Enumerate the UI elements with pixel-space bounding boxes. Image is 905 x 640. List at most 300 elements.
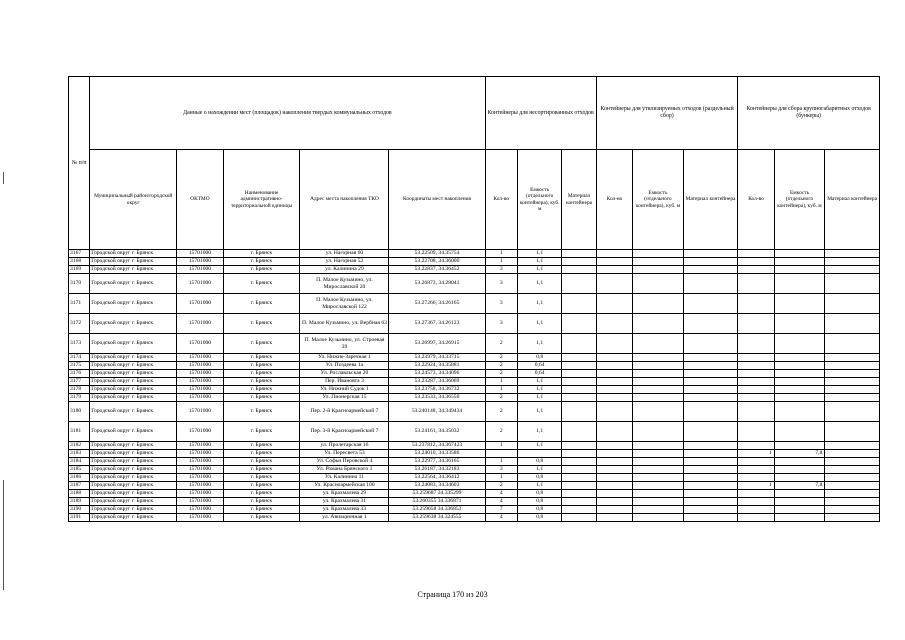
sep-volume-cell <box>633 482 684 490</box>
address-cell: Пер. 3-й Красноармейский 7 <box>300 422 389 442</box>
count-cell: 4 <box>485 498 517 506</box>
bulk-count-cell <box>738 294 774 314</box>
coords-cell: 53.259687 34.335299 <box>389 490 485 498</box>
sep-material-cell <box>683 490 738 498</box>
address-cell: Пер. Ивановта 3 <box>300 378 389 386</box>
bulk-volume-cell <box>774 514 825 522</box>
sep-material-cell <box>683 514 738 522</box>
material-cell <box>562 498 596 506</box>
sep-material-cell <box>683 442 738 450</box>
material-cell <box>562 474 596 482</box>
table-row <box>69 386 880 394</box>
col-bulk-volume-header: Емкость (отдельного контейнера), куб. м <box>774 150 825 250</box>
count-cell: 1 <box>485 442 517 450</box>
count-cell: 2 <box>485 354 517 362</box>
address-cell: П. Малое Кузьмино, ул. Вербная 63 <box>300 314 389 334</box>
sep-material-cell <box>683 498 738 506</box>
sep-material-cell <box>683 422 738 442</box>
sep-volume-cell <box>633 266 684 274</box>
sep-material-cell <box>683 314 738 334</box>
sep-count-cell <box>596 442 632 450</box>
oktmo-cell: 15701000 <box>177 514 224 522</box>
bulk-count-cell <box>738 506 774 514</box>
sep-volume-cell <box>633 394 684 402</box>
address-cell: П. Малое Кузьмино, ул. Строевая 39 <box>300 334 389 354</box>
bulk-volume-cell <box>774 362 825 370</box>
address-cell: Ул. Нижне-Заречная 1 <box>300 354 389 362</box>
bulk-volume-cell <box>774 370 825 378</box>
settlement-cell: г. Брянск <box>223 490 300 498</box>
row-number-cell: 3191 <box>69 514 90 522</box>
sep-volume-cell <box>633 274 684 294</box>
oktmo-cell: 15701000 <box>177 490 224 498</box>
material-cell <box>562 258 596 266</box>
bulk-count-cell <box>738 498 774 506</box>
sep-volume-cell <box>633 466 684 474</box>
oktmo-cell: 15701000 <box>177 482 224 490</box>
bulk-material-cell <box>825 458 880 466</box>
bulk-count-cell <box>738 378 774 386</box>
sep-count-cell <box>596 258 632 266</box>
bulk-volume-cell <box>774 334 825 354</box>
sep-volume-cell <box>633 514 684 522</box>
count-cell: 3 <box>485 314 517 334</box>
bulk-material-cell <box>825 362 880 370</box>
bulk-volume-cell: 7,8 <box>774 450 825 458</box>
oktmo-cell: 15701000 <box>177 466 224 474</box>
material-cell <box>562 314 596 334</box>
sep-count-cell <box>596 514 632 522</box>
municipality-cell: Городской округ г. Брянск <box>90 362 177 370</box>
bulk-material-cell <box>825 354 880 362</box>
volume-cell: 0,64 <box>517 370 561 378</box>
row-number-cell: 3188 <box>69 490 90 498</box>
bulk-volume-cell <box>774 474 825 482</box>
count-cell: 3 <box>485 294 517 314</box>
sep-volume-cell <box>633 474 684 482</box>
volume-cell: 1,1 <box>517 378 561 386</box>
bulk-count-cell <box>738 370 774 378</box>
sep-volume-cell <box>633 294 684 314</box>
bulk-volume-cell <box>774 378 825 386</box>
settlement-cell: г. Брянск <box>223 314 300 334</box>
address-cell: ул. Нагорная 60 <box>300 250 389 258</box>
volume-cell: 0,8 <box>517 474 561 482</box>
containers-registry-table <box>68 76 880 522</box>
registry-rows <box>69 250 880 522</box>
coords-cell: 53.26873, 34.28041 <box>389 274 485 294</box>
count-cell: 2 <box>485 402 517 422</box>
sep-volume-cell <box>633 370 684 378</box>
material-cell <box>562 482 596 490</box>
settlement-cell: г. Брянск <box>223 386 300 394</box>
material-cell <box>562 458 596 466</box>
bulk-count-cell <box>738 394 774 402</box>
count-cell: 1 <box>485 378 517 386</box>
sep-volume-cell <box>633 314 684 334</box>
count-cell: 2 <box>485 394 517 402</box>
bulk-material-cell <box>825 450 880 458</box>
coords-cell: 53.24161, 34.35032 <box>389 422 485 442</box>
coords-cell: 53.22977, 34.36165 <box>389 458 485 466</box>
coords-cell: 53.24573, 34.34096 <box>389 370 485 378</box>
oktmo-cell: 15701000 <box>177 294 224 314</box>
bulk-volume-cell <box>774 466 825 474</box>
municipality-cell: Городской округ г. Брянск <box>90 442 177 450</box>
address-cell: Ул. Романа Брянского 1 <box>300 466 389 474</box>
bulk-volume-cell <box>774 354 825 362</box>
row-number-cell: 3180 <box>69 402 90 422</box>
oktmo-cell: 15701000 <box>177 314 224 334</box>
coords-cell: 53.22509, 34.35754 <box>389 250 485 258</box>
material-cell <box>562 450 596 458</box>
material-cell <box>562 274 596 294</box>
material-cell <box>562 514 596 522</box>
sep-count-cell <box>596 274 632 294</box>
sep-material-cell <box>683 474 738 482</box>
settlement-cell: г. Брянск <box>223 334 300 354</box>
row-number-cell: 3173 <box>69 334 90 354</box>
sep-volume-cell <box>633 362 684 370</box>
row-number-cell: 3171 <box>69 294 90 314</box>
municipality-cell: Городской округ г. Брянск <box>90 482 177 490</box>
coords-cell: 53.237812, 34.367423 <box>389 442 485 450</box>
address-cell: ул. Нагорная 52 <box>300 258 389 266</box>
group-unsorted-header: Контейнеры для несортированных отходов <box>485 77 596 150</box>
count-cell: 3 <box>485 466 517 474</box>
oktmo-cell: 15701000 <box>177 442 224 450</box>
material-cell <box>562 466 596 474</box>
bulk-count-cell <box>738 250 774 258</box>
bulk-volume-cell <box>774 274 825 294</box>
volume-cell: 1,1 <box>517 482 561 490</box>
bulk-count-cell <box>738 474 774 482</box>
count-cell: 1 <box>485 386 517 394</box>
count-cell: 1 <box>485 250 517 258</box>
sep-material-cell <box>683 334 738 354</box>
sep-volume-cell <box>633 378 684 386</box>
bulk-volume-cell <box>774 386 825 394</box>
row-number-cell: 3169 <box>69 266 90 274</box>
bulk-count-cell <box>738 274 774 294</box>
coords-cell: 53.26997, 34.26915 <box>389 334 485 354</box>
col-sep-volume-header: Емкость (отдельного контейнера), куб. м <box>633 150 684 250</box>
oktmo-cell: 15701000 <box>177 258 224 266</box>
bulk-count-cell: 1 <box>738 450 774 458</box>
volume-cell: 1,1 <box>517 394 561 402</box>
sep-volume-cell <box>633 422 684 442</box>
municipality-cell: Городской округ г. Брянск <box>90 458 177 466</box>
material-cell <box>562 442 596 450</box>
address-cell: Ул. Пионерская 15 <box>300 394 389 402</box>
bulk-material-cell <box>825 386 880 394</box>
count-cell: 1 <box>485 474 517 482</box>
bulk-volume-cell <box>774 266 825 274</box>
oktmo-cell: 15701000 <box>177 386 224 394</box>
sep-material-cell <box>683 466 738 474</box>
table-row <box>69 266 880 274</box>
sep-count-cell <box>596 422 632 442</box>
sep-volume-cell <box>633 250 684 258</box>
sep-count-cell <box>596 394 632 402</box>
count-cell: 3 <box>485 274 517 294</box>
table-row <box>69 442 880 450</box>
coords-cell: 53.23979, 34.33715 <box>389 354 485 362</box>
table-row <box>69 422 880 442</box>
bulk-material-cell <box>825 490 880 498</box>
table-row <box>69 258 880 266</box>
bulk-material-cell <box>825 378 880 386</box>
volume-cell: 0,64 <box>517 362 561 370</box>
col-oktmo-header: ОКТМО <box>177 150 224 250</box>
oktmo-cell: 15701000 <box>177 506 224 514</box>
row-number-cell: 3190 <box>69 506 90 514</box>
material-cell <box>562 362 596 370</box>
material-cell <box>562 490 596 498</box>
settlement-cell: г. Брянск <box>223 450 300 458</box>
address-cell: Ул. Нижний Судок 1 <box>300 386 389 394</box>
municipality-cell: Городской округ г. Брянск <box>90 514 177 522</box>
sep-volume-cell <box>633 458 684 466</box>
bulk-material-cell <box>825 266 880 274</box>
table-row <box>69 294 880 314</box>
sep-count-cell <box>596 466 632 474</box>
settlement-cell: г. Брянск <box>223 274 300 294</box>
material-cell <box>562 294 596 314</box>
sep-volume-cell <box>633 490 684 498</box>
municipality-cell: Городской округ г. Брянск <box>90 506 177 514</box>
sep-material-cell <box>683 506 738 514</box>
settlement-cell: г. Брянск <box>223 370 300 378</box>
bulk-material-cell <box>825 466 880 474</box>
municipality-cell: Городской округ г. Брянск <box>90 450 177 458</box>
material-cell <box>562 370 596 378</box>
coords-cell: 53.27266, 34.26165 <box>389 294 485 314</box>
volume-cell: 0,8 <box>517 490 561 498</box>
scan-edge-mark <box>3 172 4 184</box>
count-cell: 4 <box>485 514 517 522</box>
bulk-count-cell <box>738 458 774 466</box>
bulk-count-cell: 1 <box>738 482 774 490</box>
bulk-count-cell <box>738 258 774 266</box>
settlement-cell: г. Брянск <box>223 506 300 514</box>
municipality-cell: Городской округ г. Брянск <box>90 370 177 378</box>
address-cell: П. Малое Кузьмино, ул. Мирославской 122 <box>300 294 389 314</box>
material-cell <box>562 354 596 362</box>
col-material-header: Материал контейнера <box>562 150 596 250</box>
group-location-header: Данные о нахождении мест (площадок) накопления твердых коммунальных отходов <box>90 77 485 150</box>
row-number-cell: 3181 <box>69 422 90 442</box>
volume-cell: 1,1 <box>517 442 561 450</box>
oktmo-cell: 15701000 <box>177 362 224 370</box>
material-cell <box>562 334 596 354</box>
bulk-count-cell <box>738 362 774 370</box>
count-cell: 4 <box>485 490 517 498</box>
sep-count-cell <box>596 250 632 258</box>
bulk-material-cell <box>825 258 880 266</box>
municipality-cell: Городской округ г. Брянск <box>90 490 177 498</box>
bulk-count-cell <box>738 422 774 442</box>
table-row <box>69 458 880 466</box>
row-number-cell: 3185 <box>69 466 90 474</box>
count-cell: 7 <box>485 506 517 514</box>
bulk-count-cell <box>738 314 774 334</box>
coords-cell: 53.23287, 34.36069 <box>389 378 485 386</box>
coords-cell: 53.23758, 34.36732 <box>389 386 485 394</box>
address-cell: П. Малое Кузьмино, ул. Мирославской 20 <box>300 274 389 294</box>
sep-material-cell <box>683 394 738 402</box>
material-cell <box>562 402 596 422</box>
material-cell <box>562 506 596 514</box>
row-number-cell: 3170 <box>69 274 90 294</box>
municipality-cell: Городской округ г. Брянск <box>90 422 177 442</box>
bulk-volume-cell <box>774 402 825 422</box>
coords-cell: 53.24083, 34.34603 <box>389 482 485 490</box>
bulk-volume-cell <box>774 490 825 498</box>
settlement-cell: г. Брянск <box>223 294 300 314</box>
coords-cell: 53.26187, 34.32183 <box>389 466 485 474</box>
sep-count-cell <box>596 386 632 394</box>
sep-count-cell <box>596 266 632 274</box>
coords-cell: 53.24010, 34.33586 <box>389 450 485 458</box>
settlement-cell: г. Брянск <box>223 258 300 266</box>
count-cell <box>485 450 517 458</box>
coords-cell: 53.259058 34.336853 <box>389 506 485 514</box>
volume-cell: 0,8 <box>517 498 561 506</box>
col-sep-material-header: Материал контейнера <box>683 150 738 250</box>
municipality-cell: Городской округ г. Брянск <box>90 294 177 314</box>
bulk-volume-cell <box>774 422 825 442</box>
col-bulk-material-header: Материал контейнера <box>825 150 880 250</box>
row-number-cell: 3178 <box>69 386 90 394</box>
table-row <box>69 506 880 514</box>
bulk-count-cell <box>738 354 774 362</box>
municipality-cell: Городской округ г. Брянск <box>90 378 177 386</box>
row-number-cell: 3182 <box>69 442 90 450</box>
settlement-cell: г. Брянск <box>223 474 300 482</box>
sep-count-cell <box>596 354 632 362</box>
table-row <box>69 482 880 490</box>
col-municipality-header: Муниципальный район/городской округ <box>90 150 177 250</box>
sep-volume-cell <box>633 498 684 506</box>
address-cell: Ул. Пересвета 53 <box>300 450 389 458</box>
count-cell: 2 <box>485 334 517 354</box>
volume-cell: 1,1 <box>517 334 561 354</box>
sep-material-cell <box>683 258 738 266</box>
settlement-cell: г. Брянск <box>223 458 300 466</box>
coords-cell: 53.260355 34.336871 <box>389 498 485 506</box>
col-sep-count-header: Кол-во <box>596 150 632 250</box>
address-cell: ул. Пролетарская 16 <box>300 442 389 450</box>
count-cell: 1 <box>485 458 517 466</box>
sep-volume-cell <box>633 334 684 354</box>
table-row <box>69 354 880 362</box>
table-row <box>69 514 880 522</box>
oktmo-cell: 15701000 <box>177 370 224 378</box>
material-cell <box>562 378 596 386</box>
volume-cell: 1,1 <box>517 314 561 334</box>
settlement-cell: г. Брянск <box>223 514 300 522</box>
bulk-material-cell <box>825 506 880 514</box>
table-row <box>69 370 880 378</box>
material-cell <box>562 422 596 442</box>
volume-cell: 1,1 <box>517 274 561 294</box>
settlement-cell: г. Брянск <box>223 442 300 450</box>
material-cell <box>562 386 596 394</box>
row-number-cell: 3175 <box>69 362 90 370</box>
bulk-volume-cell <box>774 258 825 266</box>
settlement-cell: г. Брянск <box>223 378 300 386</box>
volume-cell <box>517 450 561 458</box>
bulk-material-cell <box>825 274 880 294</box>
table-row <box>69 490 880 498</box>
volume-cell: 1,1 <box>517 386 561 394</box>
settlement-cell: г. Брянск <box>223 394 300 402</box>
bulk-material-cell <box>825 482 880 490</box>
sep-count-cell <box>596 490 632 498</box>
group-bulky-header: Контейнеры для сбора крупногабаритных отходов (бункеры) <box>738 77 880 150</box>
sep-material-cell <box>683 354 738 362</box>
settlement-cell: г. Брянск <box>223 266 300 274</box>
municipality-cell: Городской округ г. Брянск <box>90 394 177 402</box>
bulk-material-cell <box>825 394 880 402</box>
sep-count-cell <box>596 334 632 354</box>
bulk-volume-cell <box>774 314 825 334</box>
coords-cell: 53.27367, 34.26123 <box>389 314 485 334</box>
col-volume-header: Емкость (отдельного контейнера), куб. м <box>517 150 561 250</box>
bulk-count-cell <box>738 514 774 522</box>
volume-cell: 0,8 <box>517 458 561 466</box>
address-cell: ул. Калинина 29 <box>300 266 389 274</box>
bulk-material-cell <box>825 442 880 450</box>
bulk-volume-cell <box>774 458 825 466</box>
table-row <box>69 362 880 370</box>
bulk-count-cell <box>738 490 774 498</box>
sep-count-cell <box>596 370 632 378</box>
settlement-cell: г. Брянск <box>223 498 300 506</box>
sep-material-cell <box>683 450 738 458</box>
bulk-count-cell <box>738 402 774 422</box>
volume-cell: 1,1 <box>517 294 561 314</box>
table-row <box>69 466 880 474</box>
sep-count-cell <box>596 458 632 466</box>
bulk-material-cell <box>825 370 880 378</box>
table-row <box>69 474 880 482</box>
bulk-material-cell <box>825 422 880 442</box>
oktmo-cell: 15701000 <box>177 394 224 402</box>
municipality-cell: Городской округ г. Брянск <box>90 274 177 294</box>
coords-cell: 53.22564, 34.36412 <box>389 474 485 482</box>
row-number-cell: 3177 <box>69 378 90 386</box>
settlement-cell: г. Брянск <box>223 422 300 442</box>
bulk-material-cell <box>825 314 880 334</box>
oktmo-cell: 15701000 <box>177 250 224 258</box>
row-number-cell: 3179 <box>69 394 90 402</box>
address-cell: ул. Крахмалева 29 <box>300 490 389 498</box>
bulk-material-cell <box>825 514 880 522</box>
sep-material-cell <box>683 250 738 258</box>
sep-count-cell <box>596 362 632 370</box>
volume-cell: 1,1 <box>517 402 561 422</box>
bulk-count-cell <box>738 442 774 450</box>
volume-cell: 1,1 <box>517 466 561 474</box>
row-number-cell: 3189 <box>69 498 90 506</box>
table-row <box>69 250 880 258</box>
coords-cell: 53.240148, 34.349434 <box>389 402 485 422</box>
sep-material-cell <box>683 370 738 378</box>
sep-material-cell <box>683 402 738 422</box>
group-separate-header: Контейнеры для утилизируемых отходов (раздельный сбор) <box>596 77 738 150</box>
